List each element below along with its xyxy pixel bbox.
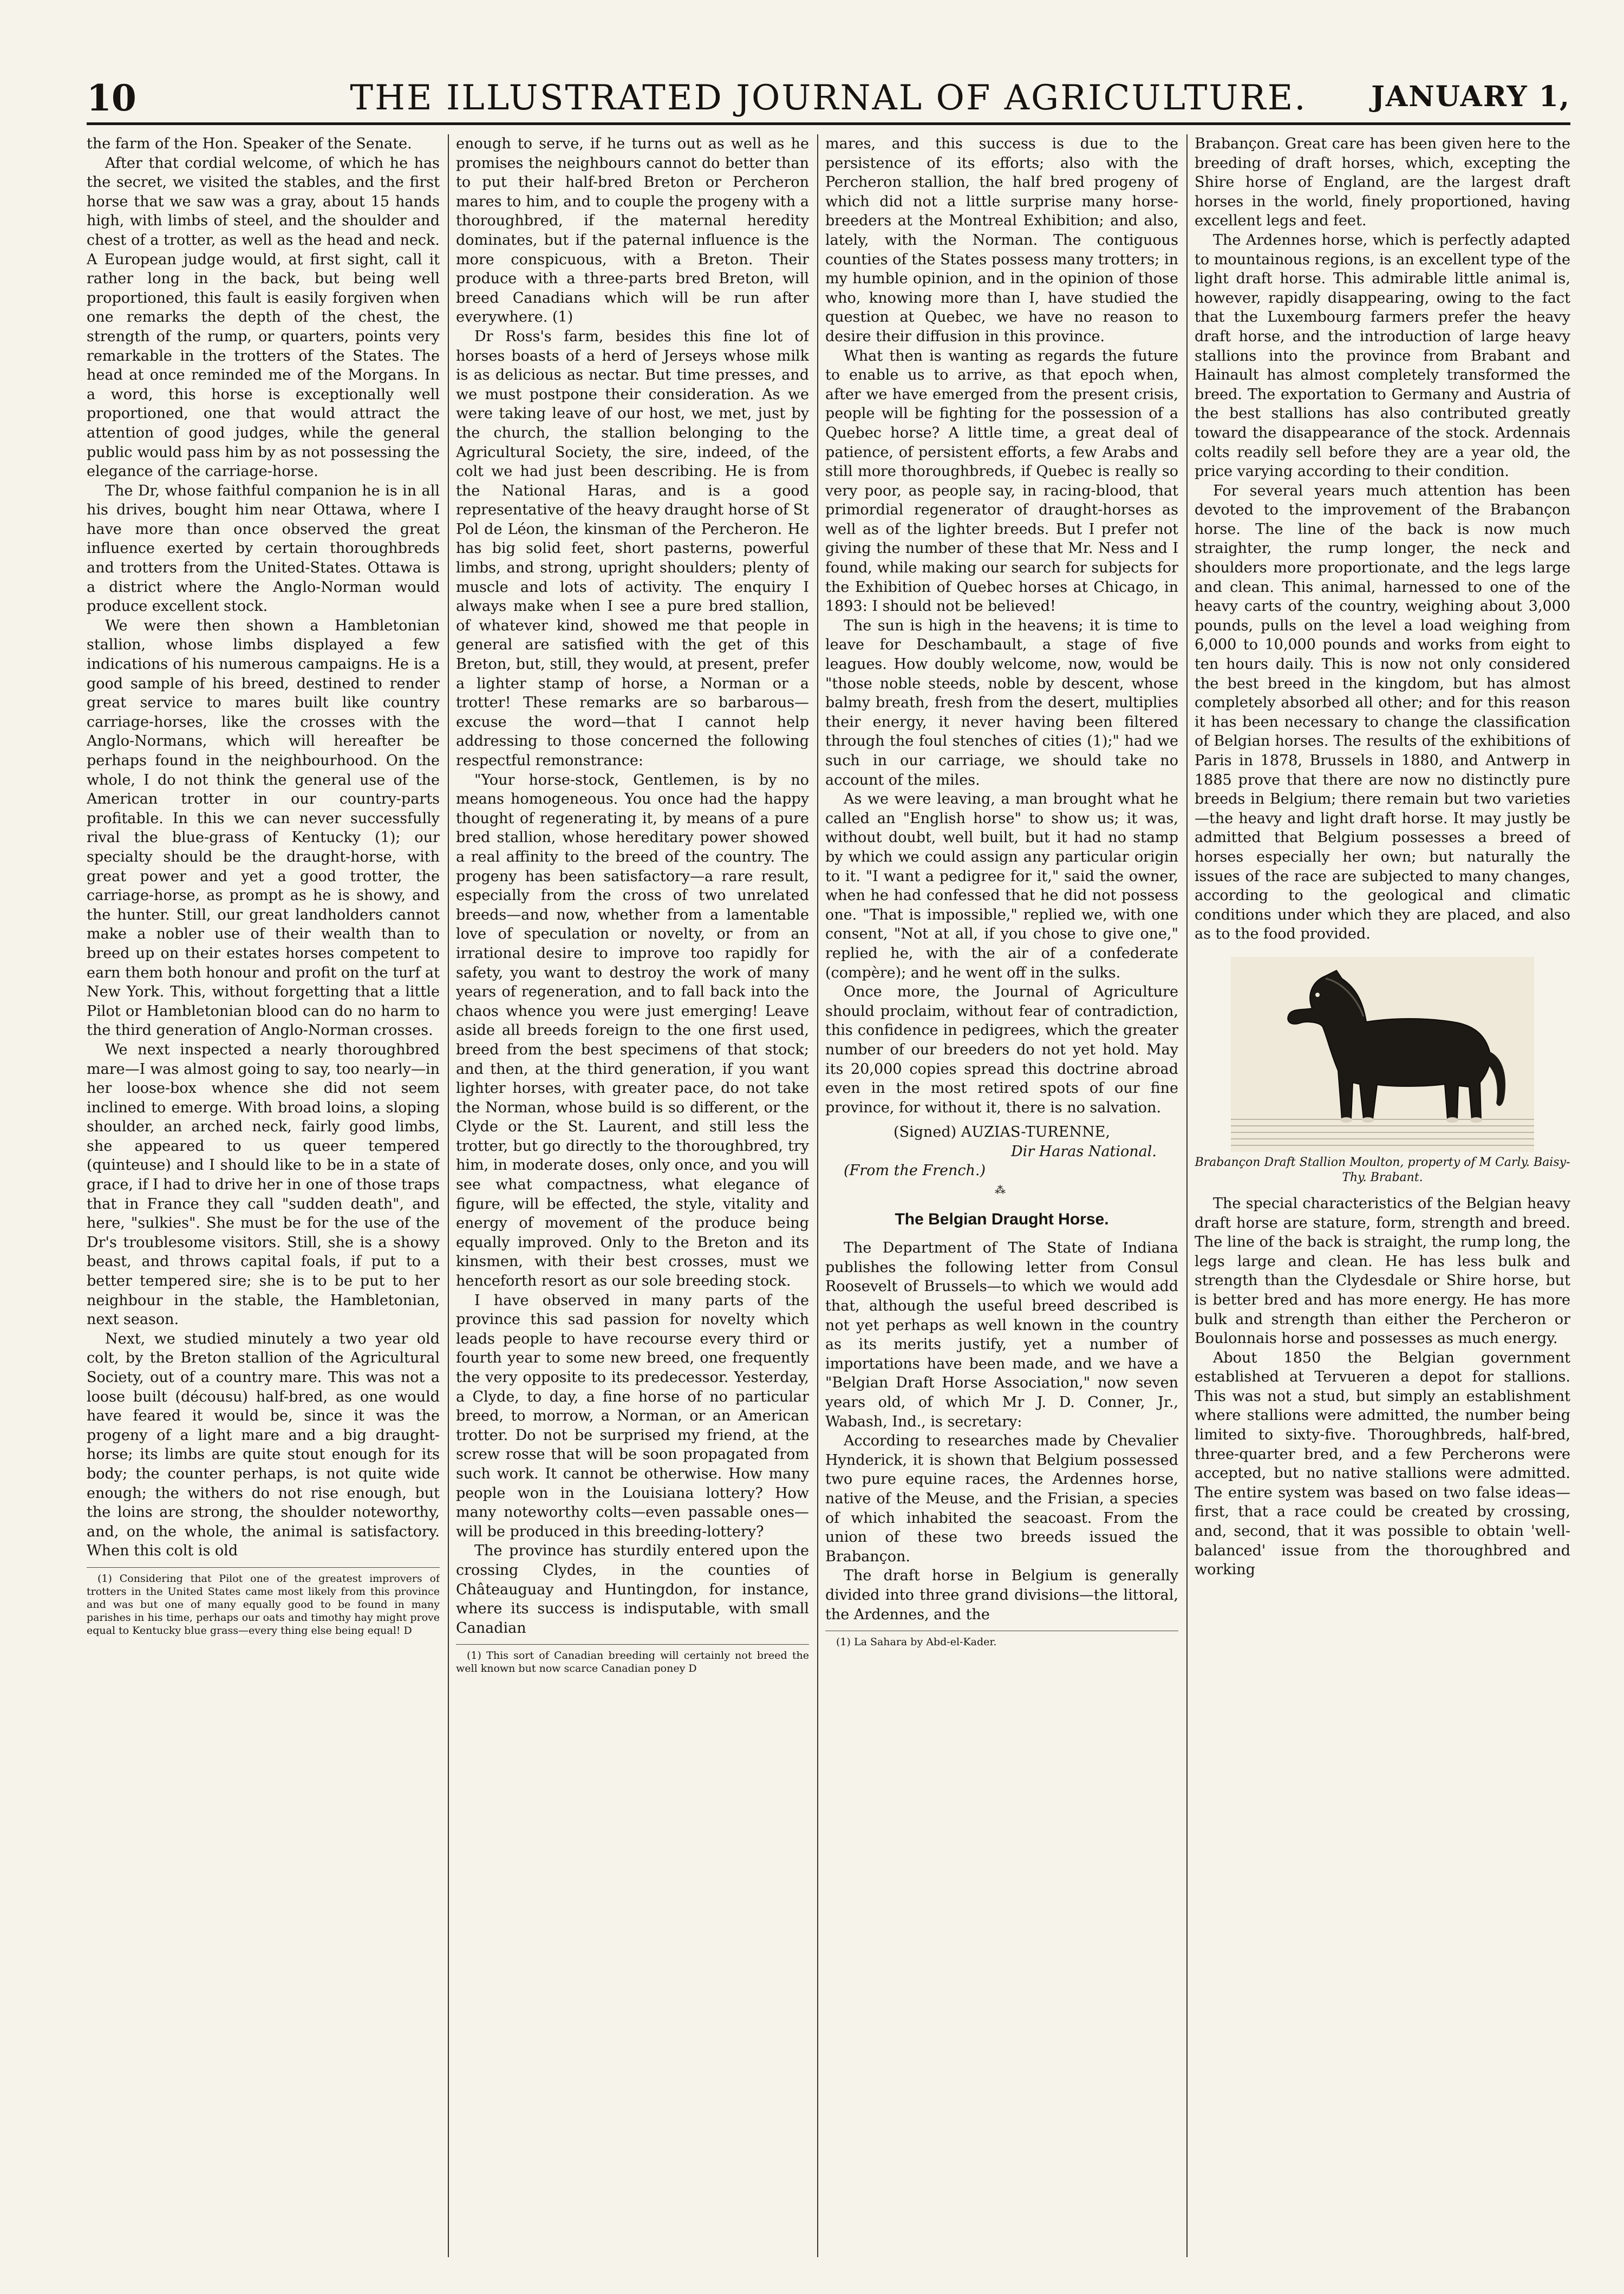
column-1 — [87, 134, 440, 2257]
source-note: (From the French.) — [844, 1162, 986, 1179]
footnote — [456, 1644, 809, 1675]
paragraph: mares, and this success is due to the persistence of its efforts; also with the Percheron stallion, the half bred progeny of which did not a little surprise many horse-breeders at the Montreal Exhibition; and also, lately, with the Norman. The contiguous counties of the States possess many trotters; in my humble opinion, and in the opinion of those who, knowing more than I, have studied the question at Quebec, we have no reason to desire their diffusion in this province. — [825, 135, 1178, 345]
column-rule — [817, 134, 818, 2257]
section-title: The Belgian Draught Horse. — [895, 1210, 1109, 1228]
paragraph: As we were leaving, a man brought what he called an "English horse" to show us; it was, without doubt, well built, but it had no stamp by which we could assign any particular origin to it. "I want a pedigree for it," said the owner, when he had confessed that he did not possess one. "That is impossible," replied we, with one consent, "Not at all, if you chose to give one," replied he, with the air of a confederate (compère); and he went off in the sulks. — [825, 791, 1178, 981]
column-rule — [1186, 134, 1188, 2257]
paragraph: After that cordial welcome, of which he has the secret, we visited the stables, and the first horse that we saw was a gray, about 15 hands high, with limbs of steel, and the shoulder and chest of a trotter, as well as the head and neck. A European judge would, at first sight, call it rather long in the back, but being well proportioned, this fault is easily forgiven when one remarks the depth of the chest, the strength of the rump, or quarters, points very remarkable in the trotters of the States. The head at once reminded me of the Morgans. In a word, this horse is exceptionally well proportioned, one that would attract the attention of good judges, while the general public would pass him by as not possessing the elegance of the carriage-horse. — [87, 154, 440, 480]
illustration-caption: Brabançon Draft Stallion Moulton, property of M Carly. Baisy-Thy. Brabant. — [1195, 1155, 1570, 1184]
paragraph: Once more, the Journal of Agriculture should proclaim, without fear of contradiction, this confidence in pedigrees, which the greater number of our breeders do not yet hold. May its 20,000 copies spread this doctrine abroad even in the most retired spots of our fine province, for without it, there is no salvation. — [825, 983, 1178, 1116]
footnote-text: (1) Considering that Pilot one of the greatest improvers of trotters in the United States came most likely from this province and was but one of many equally good to be found in many parishes in his time, perhaps our oats and timothy hay might prove equal to Kentucky blue grass—every thing else being equal! D — [87, 1572, 440, 1637]
paragraph: enough to serve, if he turns out as well as he promises the neighbours cannot do better than to put their half-bred Breton or Percheron mares to him, and to couple the progeny with a thoroughbred, if the maternal heredity dominates, but if the paternal influence is the more conspicuous, with a Breton. Their produce with a three-parts bred Breton, will breed Canadians which will be run after everywhere. (1) — [456, 135, 809, 326]
paragraph: The Ardennes horse, which is perfectly adapted to mountainous regions, is an excellent type of the light draft horse. This admirable little animal is, however, rapidly disappearing, owing to the fact that the Luxembourg farmers prefer the heavy draft horse, and the introduction of large heavy stallions into the province from Brabant and Hainault has almost completely transformed the breed. The exportation to Germany and Austria of the best stallions has also contributed greatly toward the disappearance of the stock. Ardennais colts readily sell before they are a year old, the price varying according to their condition. — [1195, 231, 1570, 480]
paragraph: The Dr, whose faithful companion he is in all his drives, bought him near Ottawa, where I have more than once observed the great influence exerted by certain thoroughbreds and trotters from the United-States. Ottawa is a district where the Anglo-Norman would produce excellent stock. — [87, 482, 440, 615]
horse-illustration — [1195, 957, 1570, 1152]
paragraph: Next, we studied minutely a two year old colt, by the Breton stallion of the Agricultural Society, out of a country mare. This was not a loose built (décousu) half-bred, as one would have feared it would be, since it was the progeny of a light mare and a big draught-horse; its limbs are quite stout enough for its body; the counter perhaps, is not quite wide enough; the withers do not rise enough, but the loins are strong, the shoulder noteworthy, and, on the whole, the animal is satisfactory. When this colt is old — [87, 1330, 440, 1560]
page-number: 10 — [87, 77, 136, 119]
paragraph: About 1850 the Belgian government established at Tervueren a depot for stallions. This was not a stud, but simply an establishment where stallions were admitted, the number being limited to sixty-five. Thoroughbreds, half-bred, three-quarter bred, and a few Percherons were accepted, but no native stallions were admitted. The entire system was based on two false ideas—first, that a race could be created by crossing, and, second, that it was possible to obtain 'well-balanced' issue from the thoroughbred and working — [1195, 1349, 1570, 1579]
paragraph: According to researches made by Chevalier Hynderick, it is shown that Belgium possessed two pure equine races, the Ardennes horse, native of the Meuse, and the Frisian, a species of which inhabited the seacoast. From the union of these two breeds issued the Brabançon. — [825, 1432, 1178, 1565]
column-3 — [825, 134, 1178, 2257]
section-divider: ⁂ — [995, 1183, 1009, 1197]
draft-horse-engraving — [1231, 957, 1534, 1152]
signature-title: Dir Haras National. — [1010, 1143, 1157, 1160]
column-rule — [448, 134, 449, 2257]
column-4 — [1195, 134, 1570, 2257]
paragraph: The Department of The State of Indiana publishes the following letter from Consul Roosevelt of Brussels—to which we would add that, although the useful breed described is not yet perhaps as well known in the country as its merits justify, yet a number of importations have been made, and we have a "Belgian Draft Horse Association," now seven years old, of which Mr J. D. Conner, Jr., Wabash, Ind., is secretary: — [825, 1240, 1178, 1430]
paragraph: For several years much attention has been devoted to the improvement of the Brabançon horse. The line of the back is now much straighter, the rump longer, the neck and shoulders more proportionate, and the legs large and clean. This animal, harnessed to one of the heavy carts of the country, weighing about 3,000 pounds, pulls on the level a load weighing from 6,000 to 10,000 pounds and works from eight to ten hours daily. This is now not only considered the best breed in the kingdom, but has almost completely absorbed all other; and for this reason it has been necessary to change the classification of Belgian horses. The results of the exhibitions of Paris in 1878, Brussels in 1880, and Antwerp in 1885 prove that there are now no distinctly pure breeds in Belgium; there remain but two varieties—the heavy and light draft horse. It may justly be admitted that Belgium possesses a breed of horses especially her own; but naturally the issues of the race are subjected to many changes, according to the geological and climatic conditions under which they are placed, and also as to the food provided. — [1195, 482, 1570, 943]
paragraph: The draft horse in Belgium is generally divided into three grand divisions—the littoral, the Ardennes, and the — [825, 1567, 1178, 1623]
paragraph: Dr Ross's farm, besides this fine lot of horses boasts of a herd of Jerseys whose milk is as delicious as nectar. But time presses, and we must postpone their consideration. As we were taking leave of our host, we met, just by the church, the stallion belonging to the Agricultural Society, the sire, indeed, of the colt we had just been describing. He is from the National Haras, and is a good representative of the heavy draught horse of St Pol de Léon, the kinsman of the Percheron. He has big solid feet, short pasterns, powerful limbs, and strong, upright shoulders; plenty of muscle and lots of activity. The enquiry I always make when I see a pure bred stallion, of whatever kind, showed me that people in general are satisfied with the get of this Breton, but, still, they would, at present, prefer a lighter stamp of horse, a Norman or a trotter! These remarks are so barbarous—excuse the word—that I cannot help addressing to those concerned the following respectful remonstrance: — [456, 328, 809, 769]
paragraph: The sun is high in the heavens; it is time to leave for Deschambault, a stage of five leagues. How doubly welcome, now, would be "those noble steeds, noble by descent, whose balmy breath, fresh from the desert, multiplies their energy, it never having been filtered through the foul stenches of cities (1);" had we such in our carriage, we should take no account of the miles. — [825, 617, 1178, 788]
paragraph: What then is wanting as regards the future to enable us to arrive, as that epoch when, after we have emerged from the present crisis, people will be fighting for the possession of a Quebec horse? A little time, a great deal of patience, of persistent efforts, a few Arabs and still more thoroughbreds, if Quebec is really so very poor, as people say, in racing-blood, that primordial regenerator of draught-horses as well as of the lighter breeds. But I prefer not giving the number of these that Mr. Ness and I found, while making our search for subjects for the Exhibition of Quebec horses at Chicago, in 1893: I should not be believed! — [825, 347, 1178, 615]
column-2 — [456, 134, 809, 2257]
paragraph: We were then shown a Hambletonian stallion, whose limbs displayed a few indications of his numerous campaigns. He is a good sample of his breed, destined to render great service to mares built like country carriage-horses, like the crosses with the Anglo-Normans, which will hereafter be perhaps found in the neighbourhood. On the whole, I do not think the general use of the American trotter in our country-parts profitable. In this we can never successfully rival the blue-grass of Kentucky (1); our specialty should be the draught-horse, with great power and yet a good trotter, the carriage-horse, as prompt as he is showy, and the hunter. Still, our great landholders cannot make a nobler use of their wealth than to breed up on their estates horses competent to earn them both honour and profit on the turf at New York. This, without forgetting that a little Pilot or Hambletonian blood can do no harm to the third generation of Anglo-Norman crosses. — [87, 617, 440, 1039]
paragraph: I have observed in many parts of the province this sad passion for novelty which leads people to have recourse every third or fourth year to some new breed, one frequently the very opposite to its predecessor. Yesterday, a Clyde, to day, a fine horse of no particular breed, to morrow, a Norman, or an American trotter. Do not be surprised my friend, at the screw rosse that will be soon propagated from such work. It cannot be otherwise. How many people won in the Louisiana lottery? How many noteworthy colts—even passable ones—will be produced in this breeding-lottery? — [456, 1292, 809, 1540]
footnote-text: (1) La Sahara by Abd-el-Kader. — [836, 1636, 997, 1648]
paragraph: the farm of the Hon. Speaker of the Senate. — [87, 135, 412, 152]
journal-title: THE ILLUSTRATED JOURNAL OF AGRICULTURE. — [350, 78, 1307, 118]
footnote — [825, 1631, 1178, 1648]
footnote-text: (1) This sort of Canadian breeding will certainly not breed the well known but now scarce Canadian poney D — [456, 1650, 809, 1675]
paragraph: The province has sturdily entered upon the crossing Clydes, in the counties of Châteauguay and Huntingdon, for instance, where its success is indisputable, with small Canadian — [456, 1542, 809, 1637]
paragraph: We next inspected a nearly thoroughbred mare—I was almost going to say, too nearly—in her loose-box whence she did not seem inclined to emerge. With broad loins, a sloping shoulder, an arched neck, fairly good limbs, she appeared to us queer tempered (quinteuse) and I should like to be in a state of grace, if I had to drive her in one of those traps that in France they call "sudden death", and here, "sulkies". She must be for the use of the Dr's troublesome visitors. Still, she is a showy beast, and throws capital foals, if put to a better tempered sire; she is to be put to her neighbour in the stable, the Hambletonian, next season. — [87, 1041, 440, 1328]
signature: (Signed) AUZIAS-TURENNE, — [893, 1124, 1110, 1141]
footnote — [87, 1567, 440, 1637]
page-header — [87, 76, 1570, 125]
issue-date: JANUARY 1, — [1371, 80, 1570, 113]
paragraph: "Your horse-stock, Gentlemen, is by no means homogeneous. You once had the happy thought of regenerating it, by means of a pure bred stallion, whose hereditary power showed a real affinity to the breed of the country. The progeny has been satisfactory—a rare result, especially from the cross of two unrelated breeds—and now, whether from a lamentable love of speculation or novelty, or from an irrational desire to improve too rapidly for safety, you want to destroy the work of many years of regeneration, and to fall back into the chaos whence you were just emerging! Leave aside all breeds foreign to the one first used, breed from the best specimens of that stock; and then, at the third generation, if you want lighter horses, with greater pace, do not take the Norman, whose build is so different, or the Clyde or the St. Laurent, and still less the trotter, but go directly to the thoroughbred, try him, in moderate doses, only once, and you will see what compactness, what elegance of figure, will be effected, the style, vitality and energy of movement of the produce being equally improved. Only to the Breton and its kinsmen, with their best crosses, must we henceforth resort as our sole breeding stock. — [456, 771, 809, 1290]
paragraph: The special characteristics of the Belgian heavy draft horse are stature, form, strength and breed. The line of the back is straight, the rump long, the legs large and clean. He has less bulk and strength than the Clydesdale or Shire horse, but is better bred and has more energy. He has more bulk and strength than either the Percheron or Boulonnais horse and possesses as much energy. — [1195, 1195, 1570, 1347]
paragraph: Brabançon. Great care has been given here to the breeding of draft horses, which, excepting the Shire horse of England, are the largest draft horses in the world, finely proportioned, having excellent legs and feet. — [1195, 135, 1570, 230]
article-columns — [87, 134, 1570, 2257]
